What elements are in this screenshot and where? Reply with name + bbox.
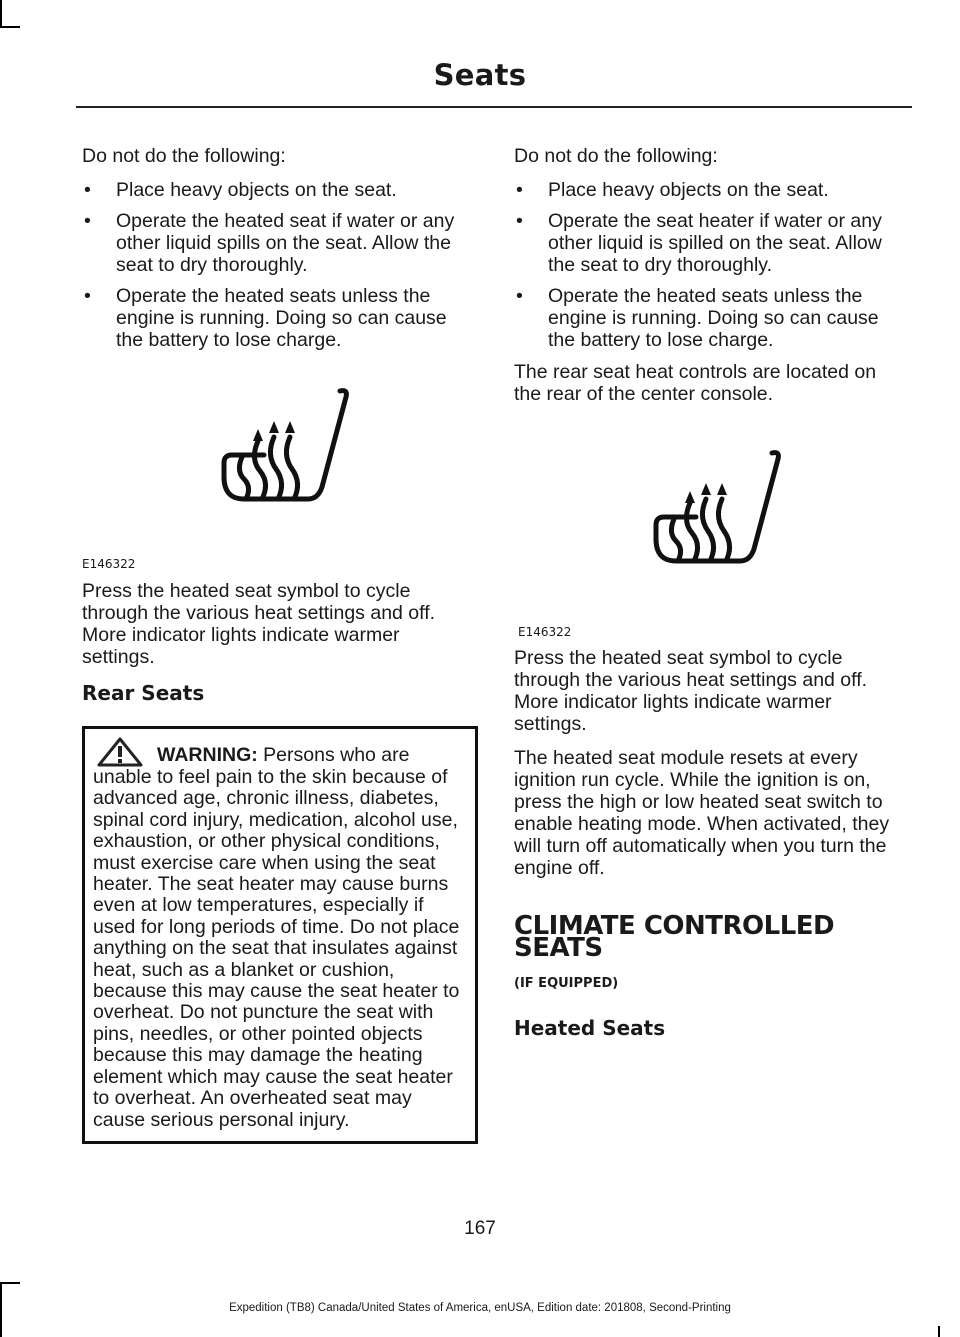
right-intro: Do not do the following: [514, 145, 718, 167]
list-item: • Place heavy objects on the seat. [514, 179, 906, 201]
crop-mark [0, 1282, 20, 1284]
figure-code: E146322 [518, 625, 572, 639]
footer-text: Expedition (TB8) Canada/United States of America, enUSA, Edition date: 201808, Second-Printing [229, 1302, 731, 1314]
page-number: 167 [464, 1218, 496, 1239]
warning-text: Persons who are unable to feel pain to the skin because of advanced age, chronic illness, diabetes, spinal cord injury, medication, alcohol use, exhaustion, or other physical conditions, must exercise care when using the seat heater. The seat heater may cause burns even at low temperatures, especially if used for long periods of time. Do not place anything on the seat that insulates against heat, such as a blanket or cushion, because this may cause the seat heater to overheat. Do not puncture the seat with pins, needles, or other pointed objects because this may damage the heating element which may cause the seat heater to overheat. An overheated seat may cause serious personal injury. [93, 744, 460, 1131]
warning-label: WARNING: [157, 744, 258, 766]
list-item: • Operate the heated seats unless the engine is running. Doing so can cause the battery to lose charge. [82, 285, 474, 351]
climate-seats-heading: CLIMATE CONTROLLED SEATS [514, 911, 835, 963]
left-intro: Do not do the following: [82, 145, 286, 167]
list-item: • Operate the heated seats unless the engine is running. Doing so can cause the battery to lose charge. [514, 285, 906, 351]
rear-controls-text: The rear seat heat controls are located on the rear of the center console. [514, 361, 877, 405]
module-reset-text: The heated seat module resets at every ignition run cycle. While the ignition is on, press the high or low heated seat switch to enable heating mode. When activated, they will turn off automatically when you turn the engine off. [514, 747, 890, 879]
left-column [82, 145, 474, 1144]
list-item: • Place heavy objects on the seat. [82, 179, 474, 201]
crop-mark [0, 26, 20, 28]
crop-mark [938, 1326, 940, 1337]
left-bullet-list [82, 179, 474, 351]
warning-triangle-icon [97, 737, 143, 767]
list-item: • Operate the seat heater if water or any other liquid is spilled on the seat. Allow the seat to dry thoroughly. [514, 210, 906, 276]
right-heated-seat-figure [514, 425, 906, 647]
right-bullet-list [514, 179, 906, 351]
header-rule [76, 106, 912, 108]
list-item: • Operate the heated seat if water or any other liquid spills on the seat. Allow the seat to dry thoroughly. [82, 210, 474, 276]
heated-seat-icon [220, 387, 350, 507]
heated-seat-icon [652, 449, 782, 569]
rear-seats-heading: Rear Seats [82, 681, 205, 705]
left-heated-seat-figure [82, 361, 474, 576]
page-header [0, 58, 960, 92]
heated-seats-heading: Heated Seats [514, 1016, 666, 1040]
right-column [514, 145, 906, 1061]
figure-code: E146322 [82, 557, 136, 571]
page-title: Seats [433, 58, 527, 92]
right-press-text: Press the heated seat symbol to cycle through the various heat settings and off. More indicator lights indicate warmer settings. [514, 647, 868, 735]
left-press-text: Press the heated seat symbol to cycle through the various heat settings and off. More indicator lights indicate warmer settings. [82, 580, 436, 668]
warning-box [82, 726, 478, 1144]
if-equipped-label: (IF EQUIPPED) [514, 976, 619, 991]
crop-mark [0, 0, 2, 28]
